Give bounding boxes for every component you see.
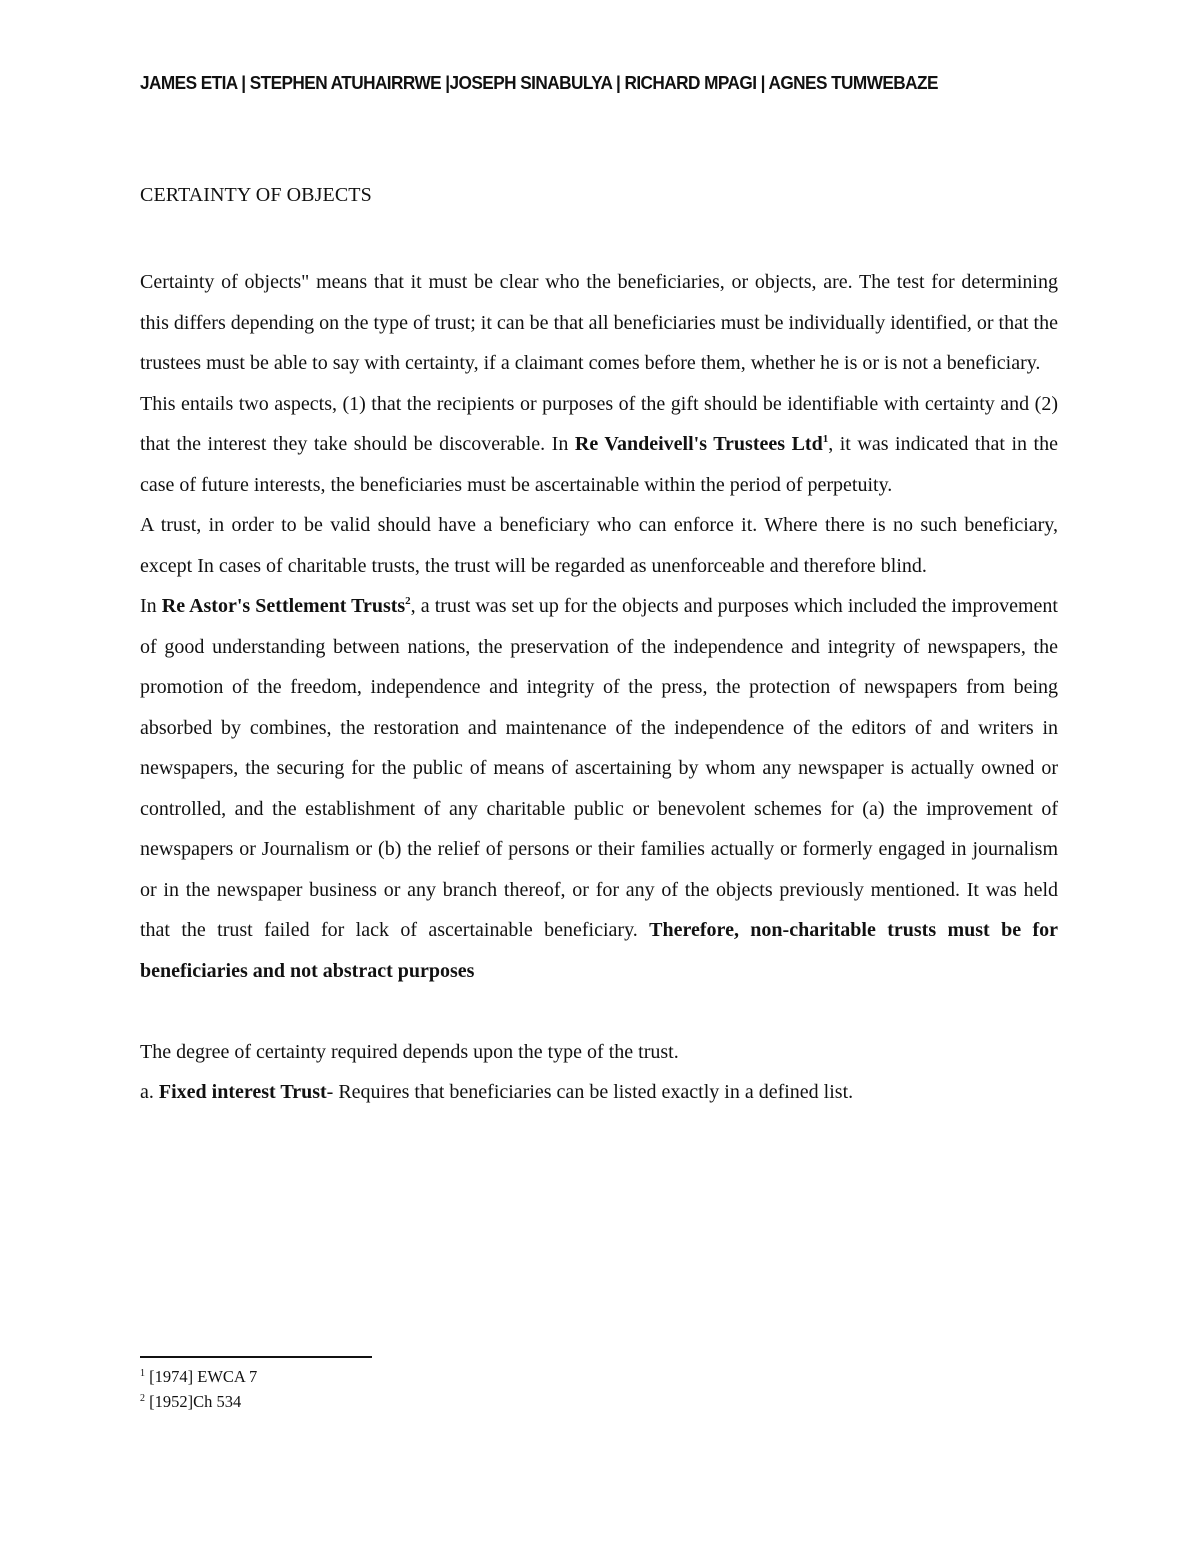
term-fixed-interest-trust: Fixed interest Trust: [158, 1081, 327, 1103]
paragraph-spacer: [140, 991, 1058, 1032]
text: , it was indicated that in the case of future interests, the beneficiaries must be ascertainable within the period of perpetuity.: [140, 433, 1058, 496]
footnote-separator: [140, 1356, 372, 1358]
paragraph-astor: [140, 586, 1058, 991]
paragraph-two-aspects: [140, 384, 1058, 506]
footnote-ref-2[interactable]: 2: [405, 595, 411, 607]
paragraph-degree: The degree of certainty required depends upon the type of the trust.: [140, 1040, 679, 1063]
text: This entails two aspects, (1) that the recipients or purposes of the gift should be identifiable with certainty and (2) that the interest they take should be discoverable. In: [140, 392, 1058, 455]
document-body: [140, 262, 1058, 1113]
text: , a trust was set up for the objects and purposes which included the improvement of good understanding between nations, the preservation of the independence and integrity of newspapers, the promotion of the freedom, independence and integrity of the press, the protection of newspapers from being absorbed by combines, the restoration and maintenance of the independence of the editors of and writers in newspapers, the securing for the public of means of ascertaining by whom any newspaper is actually owned or controlled, and the establishment of any charitable public or benevolent schemes for (a) the improvement of newspapers or Journalism or (b) the relief of persons or their families actually or formerly engaged in journalism or in the newspaper business or any branch thereof, or for any of the objects previously mentioned. It was held that the trust failed for lack of ascertainable beneficiary.: [140, 595, 1058, 941]
case-name-vandervell: Re Vandeivell's Trustees Ltd: [574, 433, 823, 455]
footnotes: [140, 1364, 257, 1414]
authors-header: JAMES ETIA | STEPHEN ATUHAIRRWE |JOSEPH SINABULYA | RICHARD MPAGI | AGNES TUMWEBAZE: [140, 72, 938, 93]
footnote-text: [1974] EWCA 7: [149, 1367, 258, 1386]
footnote-number: 1: [140, 1368, 145, 1379]
text: - Requires that beneficiaries can be listed exactly in a defined list.: [326, 1081, 854, 1103]
list-item-fixed-interest: [140, 1072, 1058, 1113]
footnote-ref-1[interactable]: 1: [822, 433, 829, 445]
section-title: CERTAINTY OF OBJECTS: [140, 184, 372, 206]
text: In: [140, 595, 162, 617]
conclusion-bold: Therefore, non-charitable trusts must be for beneficiaries and not abstract purposes: [140, 919, 1058, 982]
paragraph-enforceability: A trust, in order to be valid should have a beneficiary who can enforce it. Where there is no such beneficiary, except In cases of charitable trusts, the trust will be regarded as unenforceable and therefore blind.: [140, 514, 1058, 577]
footnote-text: [1952]Ch 534: [149, 1392, 242, 1411]
case-name-astor: Re Astor's Settlement Trusts: [161, 595, 406, 617]
footnote-1: [140, 1364, 257, 1389]
list-marker: a.: [140, 1081, 159, 1103]
footnote-2: [140, 1389, 257, 1414]
footnote-number: 2: [140, 1393, 145, 1404]
paragraph-definition: Certainty of objects" means that it must be clear who the beneficiaries, or objects, are. The test for determining this differs depending on the type of trust; it can be that all beneficiaries must be individually identified, or that the trustees must be able to say with certainty, if a claimant comes before them, whether he is or is not a beneficiary.: [140, 271, 1058, 374]
